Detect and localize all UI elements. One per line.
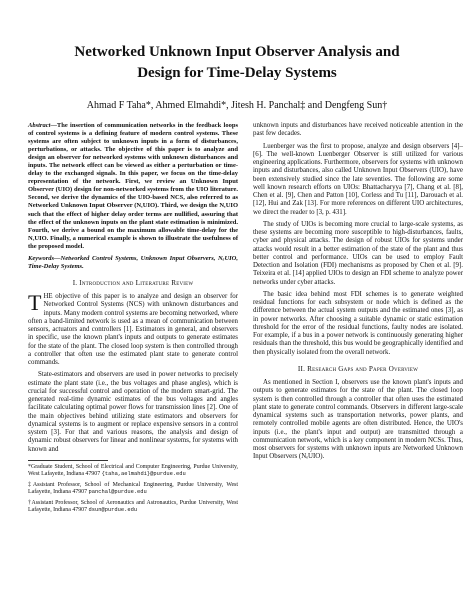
left-column xyxy=(28,122,238,518)
footnote-1 xyxy=(28,464,238,478)
footnote-2-email: panchal@purdue.edu xyxy=(88,488,147,495)
drop-cap: T xyxy=(28,290,42,316)
abstract-text: —The insertion of communication networks in the feedback loops of control systems is a defining feature of modern control systems. These systems are often subject to unknown inputs in a form of disturbances, perturbations, or attacks. The objective of this paper is to analyze and design an observer for networked systems with unknown disturbances and inputs. The network effect can be viewed as either a perturbation or time-delay to the exchanged signals. In this paper, we focus on the time-delay representation of the network. First, we review an Unknown Input Observer (UIO) design for non-networked systems from the UIO literature. Second, we derive the dynamics of the UIO-based NCS, also referred to as Networked Unknown Input Observer (NₑUIO). Third, we design the NₑUIO such that the effect of higher delay order terms are nullified, assuring that the effect of the unknown inputs on the plant state estimation is minimized. Fourth, we derive a bound on the maximum allowable time-delay for the NₑUIO. Finally, a numerical example is shown to illustrate the usefulness of the proposed model. xyxy=(28,122,238,250)
footnote-1-text: *Graduate Student, School of Electrical and Computer Engineering, Purdue University, West Lafayette, Indiana 47907 xyxy=(28,463,238,477)
keywords-text: —Networked Control Systems, Unknown Input Observers, NₑUIO, Time-Delay Systems. xyxy=(28,254,238,270)
footnote-3-email: dsun@purdue.edu xyxy=(88,506,138,513)
abstract xyxy=(28,122,238,251)
intro-text: HE objective of this paper is to analyze and design an observer for Networked Control Systems (NCS) with unknown disturbances and inputs. Many modern control systems are becoming networked, where often a band-limited network is used as a mean of communication between sensors, actuators and controllers [1]. Estimators in general, and observers in specific, use the known plant's inputs and outputs to generate estimates for the state of the plant. The closed loop system is then controlled through a controller that often use the estimated plant state to generate control commands. xyxy=(28,293,238,367)
section-heading-1: I. Introduction and Literature Review xyxy=(72,278,194,287)
footnote-3 xyxy=(28,500,238,514)
paragraph-uio-study: The study of UIOs is becoming more crucial to large-scale systems, as these systems are becoming more susceptible to high-disturbances, faults, cyber and physical attacks. The design of robust UIOs for systems under attacks would result in a better estimation of the state of the plant and thus better control and performance. UIOs can be used to employ Fault Detection and Isolation (FDI) mechanisms as proposed by Chen et al. [9]. Teixeira et al. [14] applied UIOs to design an FDI scheme to analyze power networks under cyber attacks. xyxy=(253,220,463,286)
title-line-2: Design for Time-Delay Systems xyxy=(137,65,337,81)
footnote-2-text: ‡Assistant Professor, School of Mechanical Engineering, Purdue University, West Lafayette, Indiana 47907 xyxy=(28,481,238,495)
footnote-1-email: {taha,aelmahdi}@purdue.edu xyxy=(101,470,186,477)
author-list: Ahmad F Taha*, Ahmed Elmahdi*, Jitesh H. Panchal‡ and Dengfeng Sun† xyxy=(86,100,388,111)
footnote-rule xyxy=(28,460,108,461)
footnote-2 xyxy=(28,482,238,496)
right-column xyxy=(253,122,463,466)
paragraph-luenberger: Luenberger was the first to propose, analyze and design observers [4]–[6]. The well-known Luenberger Observer is still utilized for various engineering applications. Furthermore, observers for systems with unknown inputs and disturbances, also called Unknown Input Observers (UIO), have been extensively studied since the late seventies. The following are some well known research efforts on UIOs: Bhattacharyya [7], Chang et al. [8], Chen et al. [9], Chen and Patton [10], Corless and Tu [11], Darouach et al. [12], Hui and Zak [13]. For more references on different UIO architectures, we direct the reader to [3, p. 431]. xyxy=(253,142,463,216)
keywords xyxy=(28,255,238,271)
paragraph-research-gaps: As mentioned in Section I, observers use the known plant's inputs and outputs to generate estimates for the state of the plant. The closed loop system is then controlled through a controller that often uses the estimated plant state to generate control commands. Observers in different large-scale dynamical systems such as transportation networks, power plants, and remotely controlled mobile agents are often distributed. Hence, the UIO's inputs (i.e., the plant's input and output) are transmitted through a communication network, which is a key component in modern NCSs. Thus, most observers for systems with unknown inputs are Networked Unknown Input Observers (NₑUIO). xyxy=(253,379,463,461)
abstract-label: Abstract xyxy=(28,122,51,129)
section-heading-2: II. Research Gaps and Paper Overview xyxy=(297,364,419,373)
keywords-label: Keywords xyxy=(28,254,54,262)
paragraph-state-estimators: State-estimators and observers are used in power networks to precisely estimate the plant state (i.e., the bus voltages and phase angles), which is crucial for successful control and operation of the modern smart-grid. The generated real-time dynamic estimates of the bus voltages and angles facilitate calculating optimal power flows for transmission lines [2]. One of the main objectives behind utilizing state estimators and observers for dynamical systems is to augment or replace expensive sensors in a control system [3]. For that and various reasons, the analysis and design of dynamic robust observers for linear and nonlinear systems, for systems with known and xyxy=(28,371,238,453)
footnote-3-text: †Assistant Professor, School of Aeronautics and Astronautics, Purdue University, West Lafayette, Indiana 47907 xyxy=(28,499,238,513)
intro-paragraph xyxy=(28,290,238,367)
paragraph-fdi: The basic idea behind most FDI schemes is to generate weighted residual functions for each subsystem or node which is defined as the difference between the actual system outputs and the estimated ones [3], as in power networks. After choosing a suitable dynamic or static estimation threshold for the error of the residual functions, faulty nodes are isolated. For example, if a bus in a power network is continuously generating higher residuals than the threshold, this bus would be geographically identified and then physically isolated from the overall network. xyxy=(253,290,463,356)
paper-title xyxy=(40,42,434,84)
paragraph-continuation: unknown inputs and disturbances have received noticeable attention in the past few decades. xyxy=(253,122,463,138)
title-line-1: Networked Unknown Input Observer Analysis and xyxy=(74,44,400,60)
